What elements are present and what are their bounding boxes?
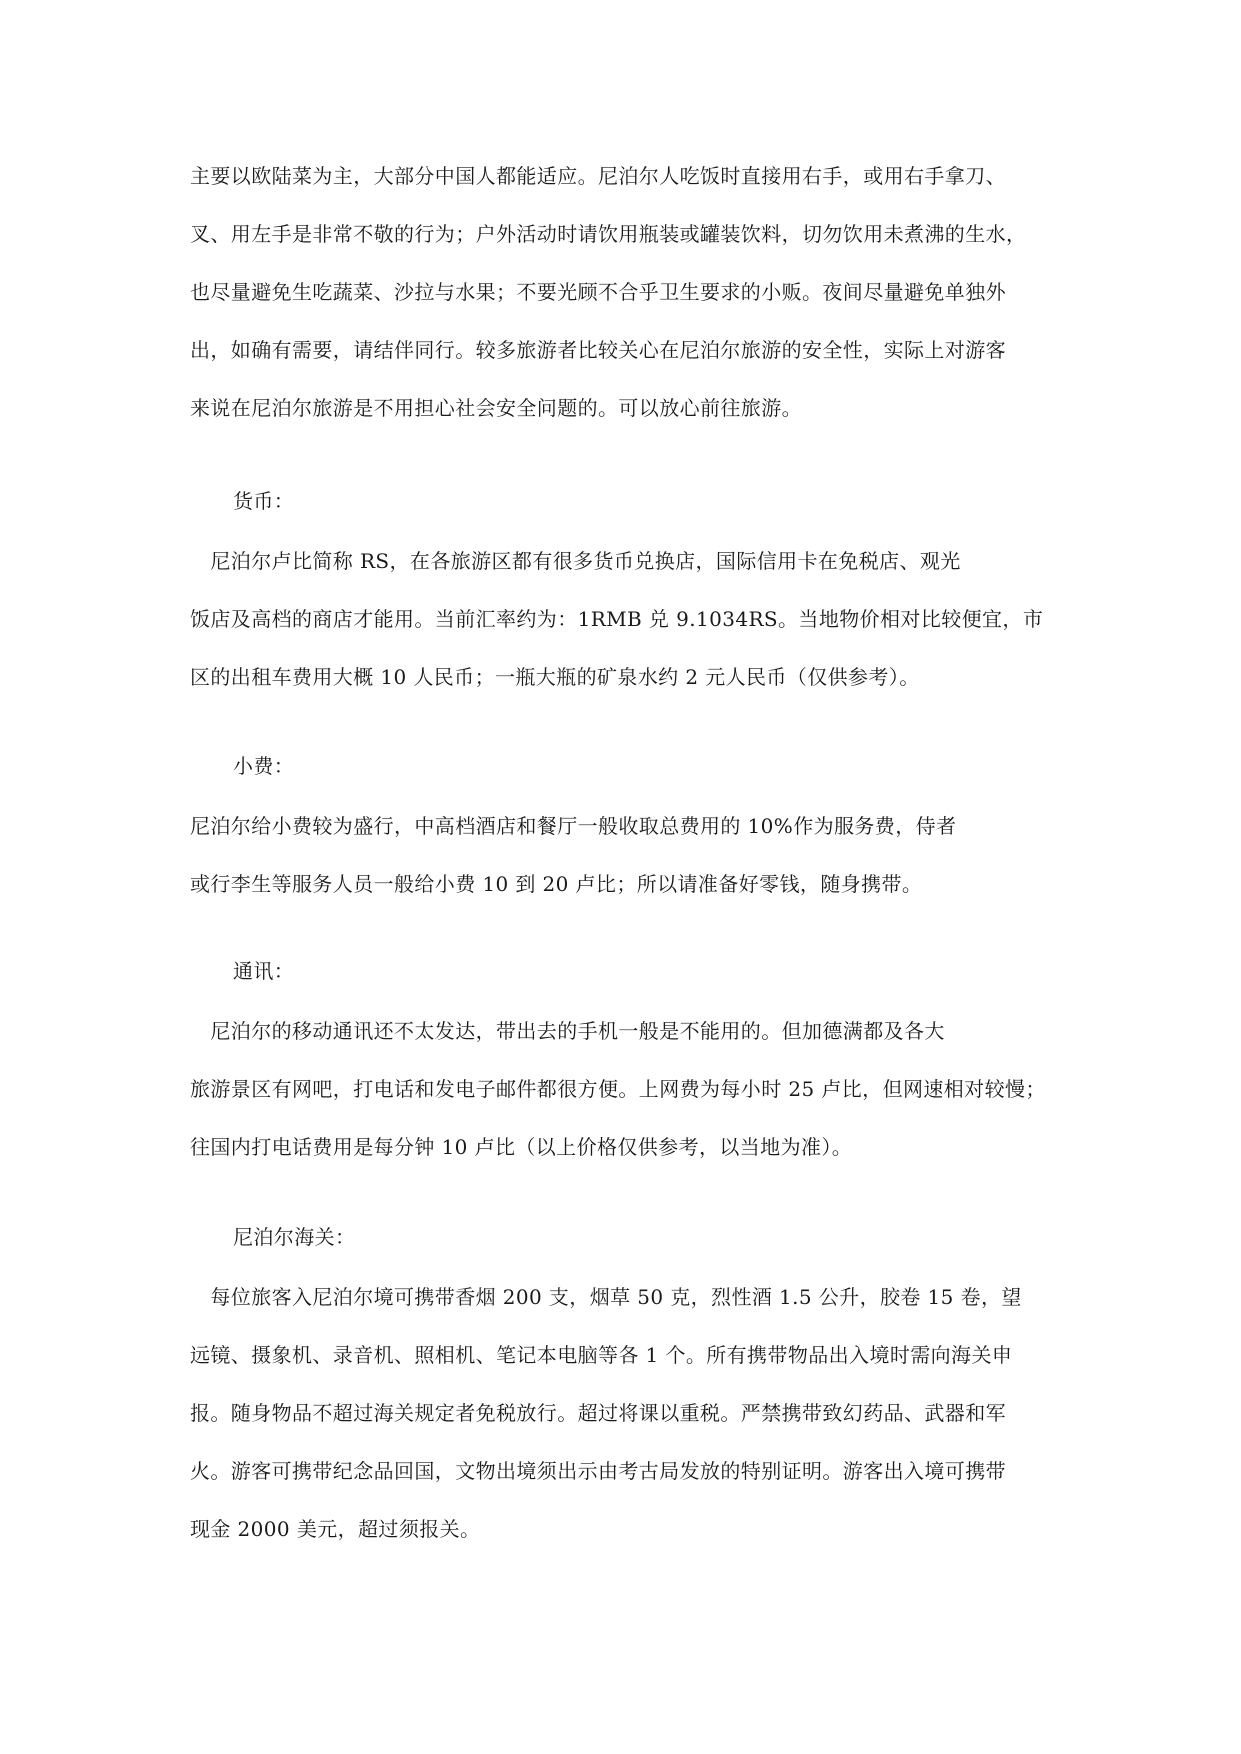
paragraph-line: 火。游客可携带纪念品回国，文物出境须出示由考古局发放的特别证明。游客出入境可携带 (190, 1459, 1006, 1483)
paragraph-line: 报。随身物品不超过海关规定者免税放行。超过将课以重税。严禁携带致幻药品、武器和军 (190, 1401, 1006, 1425)
paragraph-line: 区的出租车费用大概 10 人民币；一瓶大瓶的矿泉水约 2 元人民币（仅供参考）。 (190, 665, 920, 689)
telecom-heading: 通讯： (233, 959, 295, 983)
paragraph-line: 出，如确有需要，请结伴同行。较多旅游者比较关心在尼泊尔旅游的安全性，实际上对游客 (190, 338, 1006, 362)
paragraph-line: 远镜、摄象机、录音机、照相机、笔记本电脑等各 1 个。所有携带物品出入境时需向海关申 (190, 1343, 1013, 1367)
paragraph-line: 现金 2000 美元，超过须报关。 (190, 1517, 481, 1541)
tips-paragraph (190, 797, 1060, 913)
intro-paragraph (190, 147, 1060, 437)
currency-heading: 货币： (233, 489, 295, 513)
customs-paragraph (190, 1268, 1060, 1558)
paragraph-line: 也尽量避免生吃蔬菜、沙拉与水果；不要光顾不合乎卫生要求的小贩。夜间尽量避免单独外 (190, 280, 1006, 304)
telecom-paragraph (190, 1002, 1060, 1176)
paragraph-line: 饭店及高档的商店才能用。当前汇率约为：1RMB 兑 9.1034RS。当地物价相对比较便宜，市 (190, 607, 1044, 631)
tips-heading: 小费： (233, 754, 295, 778)
currency-paragraph (190, 532, 1060, 706)
paragraph-line: 尼泊尔给小费较为盛行，中高档酒店和餐厅一般收取总费用的 10%作为服务费，侍者 (190, 814, 957, 838)
customs-heading: 尼泊尔海关： (233, 1225, 356, 1249)
paragraph-line: 叉、用左手是非常不敬的行为；户外活动时请饮用瓶装或罐装饮料，切勿饮用未煮沸的生水， (190, 222, 1027, 246)
paragraph-line: 来说在尼泊尔旅游是不用担心社会安全问题的。可以放心前往旅游。 (190, 396, 802, 420)
paragraph-line: 每位旅客入尼泊尔境可携带香烟 200 支，烟草 50 克，烈性酒 1.5 公升，胶卷 15 卷，望 (190, 1285, 1022, 1309)
paragraph-line: 或行李生等服务人员一般给小费 10 到 20 卢比；所以请准备好零钱，随身携带。 (190, 872, 923, 896)
paragraph-line: 尼泊尔的移动通讯还不太发达，带出去的手机一般是不能用的。但加德满都及各大 (190, 1019, 945, 1043)
paragraph-line: 尼泊尔卢比简称 RS，在各旅游区都有很多货币兑换店，国际信用卡在免税店、观光 (190, 549, 961, 573)
paragraph-line: 主要以欧陆菜为主，大部分中国人都能适应。尼泊尔人吃饭时直接用右手，或用右手拿刀、 (190, 164, 1006, 188)
paragraph-line: 旅游景区有网吧，打电话和发电子邮件都很方便。上网费为每小时 25 卢比，但网速相对较慢； (190, 1077, 1046, 1101)
paragraph-line: 往国内打电话费用是每分钟 10 卢比（以上价格仅供参考，以当地为准）。 (190, 1135, 853, 1159)
